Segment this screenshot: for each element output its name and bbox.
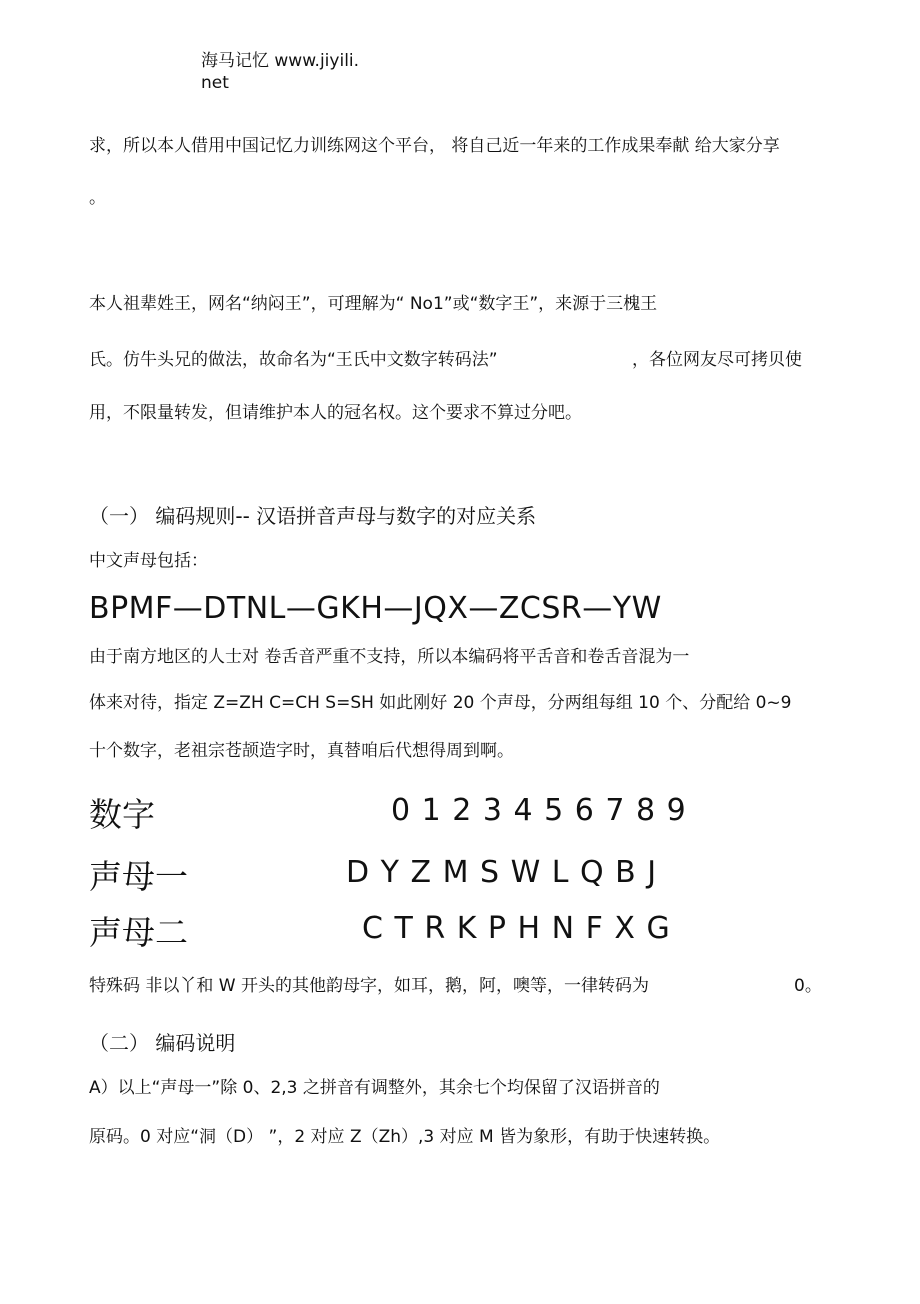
naming-line-3: 用，不限量转发，但请维护本人的冠名权。这个要求不算过分吧。 — [89, 403, 582, 423]
section-2-heading: （二） 编码说明 — [89, 1031, 236, 1055]
mapping-row-initials-1-value: D Y Z M S W L Q B J — [346, 855, 658, 890]
intro-line-1: 求，所以本人借用中国记忆力训练网这个平台， 将自己近一年来的工作成果奉献 给大家分享 — [89, 136, 780, 156]
section-1-para-line-2: 体来对待，指定 Z=ZH C=CH S=SH 如此刚好 20 个声母，分两组每组 10 个、分配给 0~9 — [89, 693, 792, 713]
special-code-text: 特殊码 非以丫和 W 开头的其他韵母字，如耳，鹅，阿，噢等，一律转码为 — [89, 976, 650, 996]
initials-label: 中文声母包括： — [89, 551, 208, 571]
intro-line-2: 。 — [89, 188, 106, 208]
initials-sequence: BPMF—DTNL—GKH—JQX—ZCSR—YW — [89, 591, 662, 626]
naming-line-2b: ，各位网友尽可拷贝使 — [632, 350, 802, 370]
special-code-value: 0。 — [794, 976, 822, 996]
section-2-line-2: 原码。0 对应“洞（D） ”，2 对应 Z（Zh）,3 对应 M 皆为象形，有助于快速转换。 — [89, 1127, 721, 1147]
section-1-para-line-3: 十个数字，老祖宗苍颉造字时，真替咱后代想得周到啊。 — [89, 741, 514, 761]
mapping-row-initials-2-value: C T R K P H N F X G — [362, 911, 671, 946]
naming-line-2a: 氏。仿牛头兄的做法，故命名为“王氏中文数字转码法” — [89, 350, 498, 370]
mapping-row-initials-2-label: 声母二 — [89, 913, 188, 952]
section-2-line-1: A）以上“声母一”除 0、2,3 之拼音有调整外，其余七个均保留了汉语拼音的 — [89, 1078, 660, 1098]
section-1-heading: （一） 编码规则-- 汉语拼音声母与数字的对应关系 — [89, 504, 537, 528]
mapping-row-digits-label: 数字 — [89, 795, 155, 834]
naming-line-1: 本人祖辈姓王，网名“纳闷王”，可理解为“ No1”或“数字王”，来源于三槐王 — [89, 294, 658, 314]
header-line-1: 海马记忆 www.jiyili. — [201, 51, 360, 71]
mapping-row-digits-value: 0 1 2 3 4 5 6 7 8 9 — [391, 793, 687, 828]
header-line-2: net — [201, 73, 229, 93]
section-1-para-line-1: 由于南方地区的人士对 卷舌音严重不支持，所以本编码将平舌音和卷舌音混为一 — [89, 647, 690, 667]
mapping-row-initials-1-label: 声母一 — [89, 857, 188, 896]
